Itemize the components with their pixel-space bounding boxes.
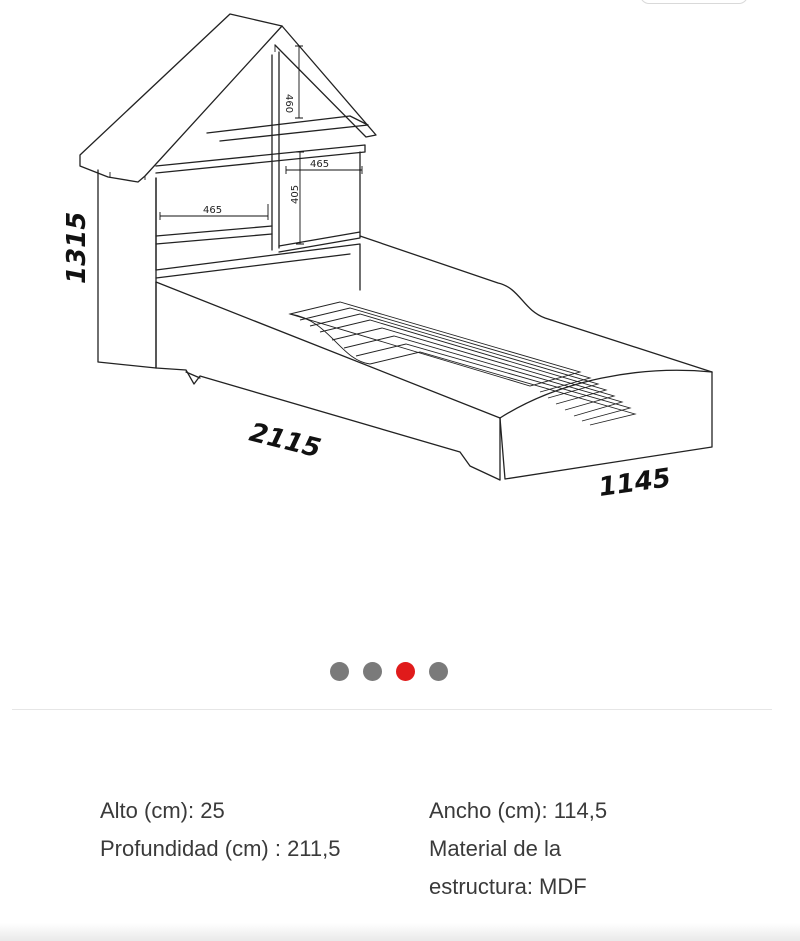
bed-near-rail [156,282,500,418]
spec-alto: Alto (cm): 25 [100,798,225,823]
product-specs [100,792,720,912]
spec-profundidad: Profundidad (cm) : 211,5 [100,836,341,861]
section-divider [12,709,772,710]
dim-shelf-height-upper: 460 [283,94,294,114]
bottom-edge-shadow [0,923,800,941]
carousel-dot-1[interactable] [330,662,349,681]
bed-top-rail [156,244,360,290]
bed-foot-end [500,370,712,418]
carousel-pagination [330,661,448,681]
headboard-side-panel [98,170,156,368]
roof-right-slope [275,26,376,137]
carousel-dot-2[interactable] [363,662,382,681]
spec-material: Material de la estructura: MDF [429,836,587,899]
dim-shelf-width-left: 465 [203,205,223,216]
bed-slats [290,302,635,425]
shelf-middle-board [156,226,272,236]
carousel-dot-4[interactable] [429,662,448,681]
dim-total-width: 1145 [596,463,673,503]
dim-shelf-width-right: 465 [310,159,330,170]
dim-total-length: 2115 [246,417,324,465]
carousel-dot-3-active[interactable] [396,662,415,681]
spec-ancho: Ancho (cm): 114,5 [429,798,608,823]
bed-far-rail [360,236,712,372]
dim-total-height: 1315 [62,211,92,284]
specs-left-column [100,792,400,868]
shelf-top-board [156,145,365,173]
dim-shelf-height-lower: 405 [290,184,301,204]
specs-right-column [429,792,689,906]
